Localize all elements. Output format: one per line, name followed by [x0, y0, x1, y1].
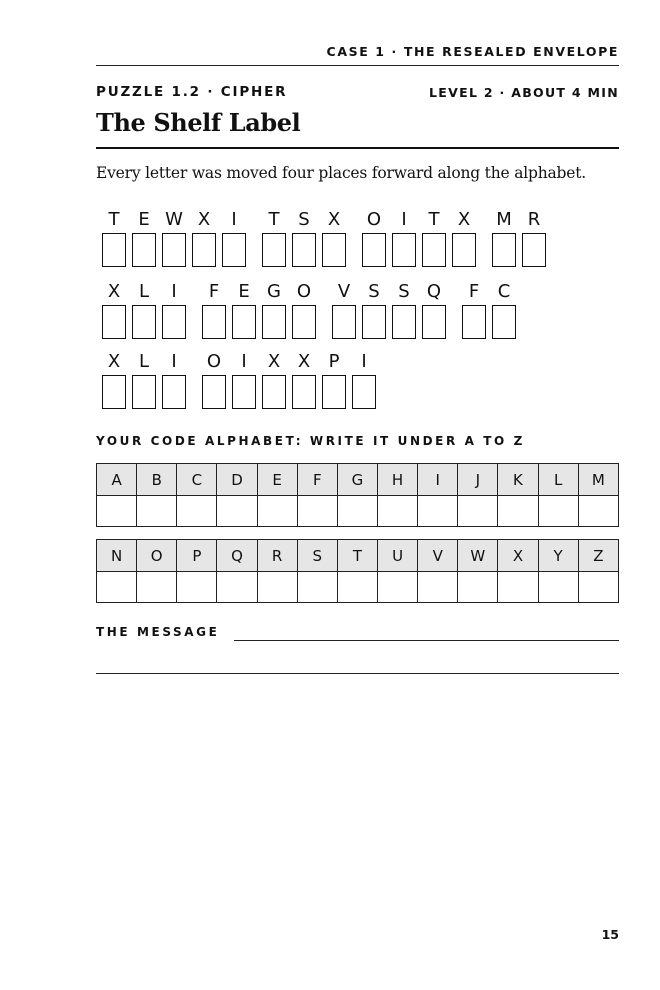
- code-letter-cell[interactable]: [297, 496, 337, 527]
- answer-box[interactable]: [162, 375, 186, 409]
- plain-letter-cell: Q: [217, 540, 257, 572]
- cipher-letter: P: [328, 351, 340, 372]
- message-answer-line[interactable]: [96, 673, 619, 674]
- cipher-letter: L: [138, 351, 150, 372]
- cipher-letter: X: [297, 351, 311, 372]
- code-letter-cell[interactable]: [177, 496, 217, 527]
- cipher-letter: O: [366, 209, 382, 230]
- cipher-cell: [419, 279, 449, 339]
- cipher-cell: [159, 207, 189, 267]
- answer-box[interactable]: [162, 305, 186, 339]
- cipher-word: [329, 279, 449, 339]
- plain-letters-row: [97, 540, 619, 572]
- cipher-letter: X: [197, 209, 211, 230]
- cipher-cell: [319, 207, 349, 267]
- cipher-letter: S: [298, 209, 310, 230]
- plain-letter-cell: J: [458, 464, 498, 496]
- cipher-cell: [259, 349, 289, 409]
- code-letter-cell[interactable]: [538, 572, 578, 603]
- answer-box[interactable]: [522, 233, 546, 267]
- answer-box[interactable]: [492, 305, 516, 339]
- code-letters-row: [97, 572, 619, 603]
- cipher-cell: [189, 207, 219, 267]
- cipher-letter: I: [241, 351, 247, 372]
- cipher-cell: [199, 349, 229, 409]
- cipher-letter: T: [268, 209, 280, 230]
- cipher-cell: [289, 207, 319, 267]
- plain-letter-cell: M: [578, 464, 618, 496]
- answer-box[interactable]: [232, 305, 256, 339]
- title-rule: [96, 147, 619, 149]
- answer-box[interactable]: [362, 305, 386, 339]
- answer-box[interactable]: [422, 305, 446, 339]
- cipher-letter: T: [428, 209, 440, 230]
- cipher-cell: [289, 279, 319, 339]
- answer-box[interactable]: [352, 375, 376, 409]
- cipher-letter: W: [165, 209, 183, 230]
- cipher-letter: Q: [426, 281, 442, 302]
- cipher-cell: [519, 207, 549, 267]
- code-letter-cell[interactable]: [418, 496, 458, 527]
- cipher-cell: [129, 207, 159, 267]
- plain-letter-cell: H: [377, 464, 417, 496]
- cipher-word: [489, 207, 549, 267]
- cipher-letter: L: [138, 281, 150, 302]
- message-answer-line[interactable]: [234, 640, 619, 641]
- plain-letter-cell: R: [257, 540, 297, 572]
- code-letter-cell[interactable]: [217, 572, 257, 603]
- code-letter-cell[interactable]: [578, 572, 618, 603]
- code-letters-row: [97, 496, 619, 527]
- plain-letter-cell: K: [498, 464, 538, 496]
- cipher-cell: [259, 279, 289, 339]
- plain-letter-cell: Z: [578, 540, 618, 572]
- answer-box[interactable]: [132, 305, 156, 339]
- answer-box[interactable]: [262, 375, 286, 409]
- cipher-cell: [319, 349, 349, 409]
- code-letter-cell[interactable]: [337, 496, 377, 527]
- plain-letter-cell: D: [217, 464, 257, 496]
- cipher-letter: O: [296, 281, 312, 302]
- answer-box[interactable]: [202, 375, 226, 409]
- cipher-letter: G: [267, 281, 281, 302]
- plain-letter-cell: P: [177, 540, 217, 572]
- plain-letter-cell: W: [458, 540, 498, 572]
- code-letter-cell[interactable]: [578, 496, 618, 527]
- code-letter-cell[interactable]: [377, 572, 417, 603]
- header-rule: [96, 65, 619, 66]
- answer-box[interactable]: [192, 233, 216, 267]
- page-title: The Shelf Label: [96, 108, 301, 137]
- answer-box[interactable]: [322, 233, 346, 267]
- cipher-letter: I: [231, 209, 237, 230]
- puzzle-page: [96, 0, 619, 990]
- cipher-line-1: [99, 207, 559, 267]
- plain-letters-row: [97, 464, 619, 496]
- plain-letter-cell: A: [97, 464, 137, 496]
- answer-box[interactable]: [292, 305, 316, 339]
- cipher-cell: [459, 279, 489, 339]
- cipher-letter: I: [361, 351, 367, 372]
- answer-box[interactable]: [262, 305, 286, 339]
- cipher-line-3: [99, 349, 389, 409]
- answer-box[interactable]: [132, 233, 156, 267]
- code-letter-cell[interactable]: [97, 572, 137, 603]
- page-number: 15: [601, 927, 619, 942]
- cipher-cell: [359, 279, 389, 339]
- plain-letter-cell: F: [297, 464, 337, 496]
- cipher-letter: F: [208, 281, 220, 302]
- cipher-cell: [489, 279, 519, 339]
- answer-box[interactable]: [102, 305, 126, 339]
- answer-box[interactable]: [262, 233, 286, 267]
- cipher-cell: [159, 349, 189, 409]
- cipher-letter: E: [238, 281, 250, 302]
- cipher-letter: I: [401, 209, 407, 230]
- cipher-cell: [289, 349, 319, 409]
- plain-letter-cell: N: [97, 540, 137, 572]
- plain-letter-cell: I: [418, 464, 458, 496]
- answer-box[interactable]: [332, 305, 356, 339]
- cipher-letter: T: [108, 209, 120, 230]
- answer-box[interactable]: [102, 375, 126, 409]
- message-label: THE MESSAGE: [96, 625, 220, 639]
- cipher-letter: X: [327, 209, 341, 230]
- cipher-letter: X: [107, 351, 121, 372]
- plain-letter-cell: T: [337, 540, 377, 572]
- code-letter-cell[interactable]: [498, 496, 538, 527]
- answer-box[interactable]: [392, 233, 416, 267]
- cipher-letter: C: [497, 281, 511, 302]
- code-letter-cell[interactable]: [257, 496, 297, 527]
- answer-box[interactable]: [292, 375, 316, 409]
- cipher-letter: X: [457, 209, 471, 230]
- cipher-letter: V: [337, 281, 351, 302]
- cipher-cell: [329, 279, 359, 339]
- plain-letter-cell: L: [538, 464, 578, 496]
- cipher-word: [259, 207, 349, 267]
- code-letter-cell[interactable]: [257, 572, 297, 603]
- plain-letter-cell: U: [377, 540, 417, 572]
- cipher-cell: [99, 207, 129, 267]
- cipher-word: [99, 279, 189, 339]
- code-letter-cell[interactable]: [177, 572, 217, 603]
- cipher-letter: I: [171, 281, 177, 302]
- instruction-text: Every letter was moved four places forward along the alphabet.: [96, 164, 586, 182]
- cipher-letter: O: [206, 351, 222, 372]
- cipher-cell: [99, 279, 129, 339]
- plain-letter-cell: X: [498, 540, 538, 572]
- cipher-cell: [359, 207, 389, 267]
- answer-box[interactable]: [392, 305, 416, 339]
- answer-box[interactable]: [202, 305, 226, 339]
- code-alphabet-table-a-to-m: [96, 463, 619, 527]
- cipher-letter: F: [468, 281, 480, 302]
- level-label: LEVEL 2 · ABOUT 4 MIN: [429, 85, 619, 100]
- cipher-letter: X: [107, 281, 121, 302]
- code-letter-cell[interactable]: [137, 572, 177, 603]
- cipher-cell: [259, 207, 289, 267]
- code-letter-cell[interactable]: [498, 572, 538, 603]
- answer-box[interactable]: [452, 233, 476, 267]
- plain-letter-cell: S: [297, 540, 337, 572]
- cipher-cell: [129, 279, 159, 339]
- code-letter-cell[interactable]: [97, 496, 137, 527]
- cipher-line-2: [99, 279, 529, 339]
- cipher-cell: [419, 207, 449, 267]
- cipher-cell: [159, 279, 189, 339]
- answer-box[interactable]: [132, 375, 156, 409]
- answer-box[interactable]: [162, 233, 186, 267]
- cipher-cell: [129, 349, 159, 409]
- plain-letter-cell: B: [137, 464, 177, 496]
- code-letter-cell[interactable]: [538, 496, 578, 527]
- cipher-cell: [449, 207, 479, 267]
- answer-box[interactable]: [102, 233, 126, 267]
- cipher-cell: [199, 279, 229, 339]
- code-letter-cell[interactable]: [458, 496, 498, 527]
- cipher-letter: S: [368, 281, 380, 302]
- cipher-cell: [389, 279, 419, 339]
- plain-letter-cell: Y: [538, 540, 578, 572]
- cipher-word: [199, 279, 319, 339]
- cipher-word: [99, 207, 249, 267]
- answer-box[interactable]: [492, 233, 516, 267]
- code-letter-cell[interactable]: [297, 572, 337, 603]
- answer-box[interactable]: [462, 305, 486, 339]
- cipher-letter: I: [171, 351, 177, 372]
- cipher-cell: [389, 207, 419, 267]
- cipher-cell: [219, 207, 249, 267]
- cipher-word: [359, 207, 479, 267]
- answer-box[interactable]: [292, 233, 316, 267]
- cipher-cell: [489, 207, 519, 267]
- running-head: CASE 1 · THE RESEALED ENVELOPE: [326, 44, 619, 59]
- cipher-cell: [229, 279, 259, 339]
- code-letter-cell[interactable]: [458, 572, 498, 603]
- plain-letter-cell: O: [137, 540, 177, 572]
- cipher-word: [199, 349, 379, 409]
- answer-box[interactable]: [322, 375, 346, 409]
- cipher-word: [99, 349, 189, 409]
- cipher-letter: S: [398, 281, 410, 302]
- cipher-letter: R: [527, 209, 541, 230]
- code-letter-cell[interactable]: [377, 496, 417, 527]
- plain-letter-cell: V: [418, 540, 458, 572]
- code-letter-cell[interactable]: [137, 496, 177, 527]
- cipher-cell: [99, 349, 129, 409]
- cipher-letter: X: [267, 351, 281, 372]
- cipher-cell: [229, 349, 259, 409]
- answer-box[interactable]: [222, 233, 246, 267]
- code-letter-cell[interactable]: [337, 572, 377, 603]
- plain-letter-cell: G: [337, 464, 377, 496]
- answer-box[interactable]: [362, 233, 386, 267]
- code-alphabet-table-n-to-z: [96, 539, 619, 603]
- code-letter-cell[interactable]: [418, 572, 458, 603]
- code-alphabet-label: YOUR CODE ALPHABET: WRITE IT UNDER A TO Z: [96, 434, 525, 448]
- cipher-cell: [349, 349, 379, 409]
- code-letter-cell[interactable]: [217, 496, 257, 527]
- puzzle-label: PUZZLE 1.2 · CIPHER: [96, 84, 288, 100]
- cipher-letter: E: [138, 209, 150, 230]
- answer-box[interactable]: [422, 233, 446, 267]
- plain-letter-cell: E: [257, 464, 297, 496]
- cipher-letter: M: [496, 209, 512, 230]
- answer-box[interactable]: [232, 375, 256, 409]
- plain-letter-cell: C: [177, 464, 217, 496]
- cipher-word: [459, 279, 519, 339]
